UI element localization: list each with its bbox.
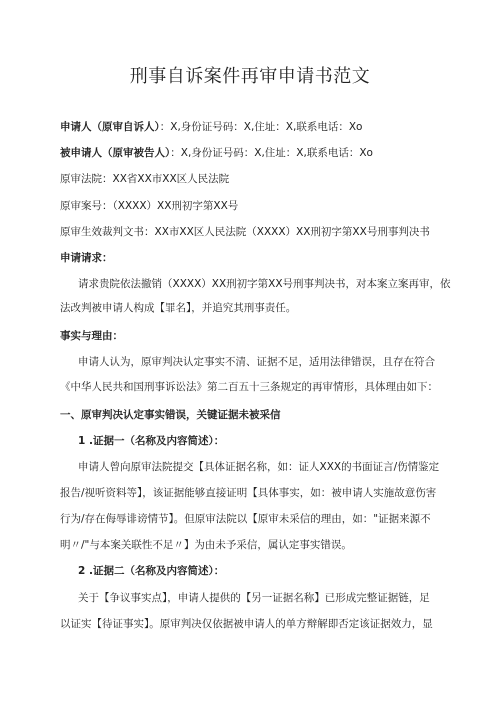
evidence-1-body-line-2: 报告/视听资料等】，该证据能够直接证明【具体事实，如：被申请人实施故意伤害 bbox=[60, 487, 437, 499]
requests-body-line-1: 请求贵院依法撤销（XXXX）XX刑初字第XX号刑事判决书，对本案立案再审，依 bbox=[78, 278, 451, 290]
applicant-details: ：X,身份证号码：X,住址：X,联系电话：Xo bbox=[159, 121, 363, 133]
evidence-1-body-line-4: 明〃/"与本案关联性不足〃】为由未予采信，属认定事实错误。 bbox=[60, 539, 352, 551]
evidence-2-body-line-2: 以证实【待证事实】。原审判决仅依据被申请人的单方辩解即否定该证据效力，显 bbox=[60, 618, 433, 630]
requests-body-line-2: 法改判被申请人构成【罪名】，并追究其刑事责任。 bbox=[60, 302, 297, 314]
respondent-label: 被申请人（原审被告人） bbox=[60, 147, 171, 159]
original-case-number-line: 原审案号：（XXXX）XX刑初字第XX号 bbox=[60, 200, 239, 212]
respondent-details: ：X,身份证号码：X,住址：X,联系电话：Xo bbox=[170, 147, 373, 159]
section-1-heading: 一、原审判决认定事实错误，关键证据未被采信 bbox=[60, 409, 281, 421]
document-title: 刑事自诉案件再审申请书范文 bbox=[129, 66, 371, 87]
respondent-line bbox=[60, 146, 452, 160]
applicant-line bbox=[60, 120, 452, 134]
effective-judgment-line: 原审生效裁判文书：XX市XX区人民法院（XXXX）XX刑初字第XX号刑事判决书 bbox=[60, 226, 430, 238]
requests-heading: 申请请求： bbox=[60, 252, 113, 264]
evidence-1-body-line-3: 行为/存在侮辱诽谤情节】。但原审法院以【原审未采信的理由，如："证据来源不 bbox=[60, 513, 431, 525]
facts-body-line-2: 《中华人民共和国刑事诉讼法》第二百五十三条规定的再审情形，具体理由如下： bbox=[60, 381, 438, 393]
applicant-label: 申请人（原审自诉人） bbox=[60, 121, 160, 133]
evidence-2-heading: 2 .证据二（名称及内容简述）： bbox=[78, 565, 225, 577]
evidence-1-heading: 1 .证据一（名称及内容简述）： bbox=[78, 435, 225, 447]
original-court-line: 原审法院：XX省XX市XX区人民法院 bbox=[60, 173, 230, 185]
facts-body-line-1: 申请人认为，原审判决认定事实不清、证据不足，适用法律错误，且存在符合 bbox=[78, 356, 435, 368]
facts-heading: 事实与理由： bbox=[60, 330, 123, 342]
evidence-1-body-line-1: 申请人曾向原审法院提交【具体证据名称，如：证人XXX的书面证言/伤情鉴定 bbox=[78, 461, 440, 473]
evidence-2-body-line-1: 关于【争议事实点】，申请人提供的【另一证据名称】已形成完整证据链，足 bbox=[78, 592, 430, 604]
